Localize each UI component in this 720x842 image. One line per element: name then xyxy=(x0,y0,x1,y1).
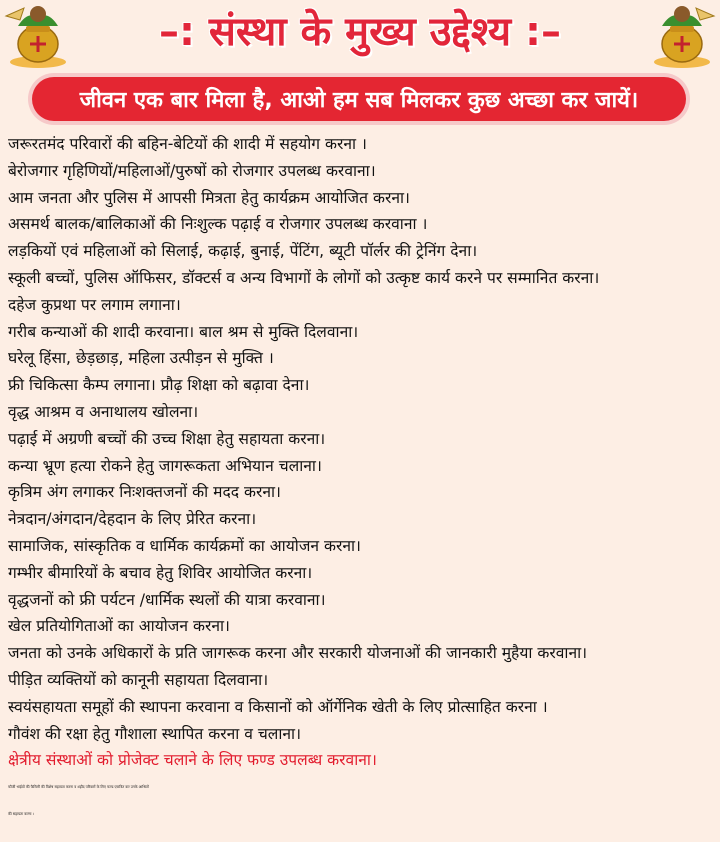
slogan-banner xyxy=(32,77,686,121)
list-item: सामाजिक, सांस्कृतिक व धार्मिक कार्यक्रमों का आयोजन करना। xyxy=(8,536,361,555)
list-item: गरीब कन्याओं की शादी करवाना। बाल श्रम से मुक्ति दिलवाना। xyxy=(8,322,359,341)
last-item-line-2: की सहायता करना । xyxy=(8,811,34,816)
list-item: पीड़ित व्यक्तियों को कानूनी सहायता दिलवाना। xyxy=(8,670,269,689)
last-item-line-1: फौजी भाईयों की फैमिली की विशेष सहायता करना व शहीद परिवारों के लिए फण्ड एकत्रित कर उनके आश्रितों xyxy=(8,785,149,790)
list-item: जरूरतमंद परिवारों की बहिन-बेटियों की शादी में सहयोग करना । xyxy=(8,135,367,153)
list-item: आम जनता और पुलिस में आपसी मित्रता हेतु कार्यक्रम आयोजित करना। xyxy=(8,188,410,207)
kalash-icon xyxy=(648,4,716,70)
list-item: जनता को उनके अधिकारों के प्रति जागरूक करना और सरकारी योजनाओं की जानकारी मुहैया करवाना। xyxy=(8,644,588,663)
list-item: घरेलू हिंसा, छेड़छाड़, महिला उत्पीड़न से मुक्ति । xyxy=(8,349,274,368)
list-item: वृद्धजनों को फ्री पर्यटन /धार्मिक स्थलों की यात्रा करवाना। xyxy=(8,590,326,609)
list-item: नेत्रदान/अंगदान/देहदान के लिए प्रेरित करना। xyxy=(8,510,257,529)
list-item: दहेज कुप्रथा पर लगाम लगाना। xyxy=(8,295,181,314)
list-item-last xyxy=(8,774,714,828)
list-item: स्वयंसहायता समूहों की स्थापना करवाना व किसानों को ऑर्गेनिक खेती के लिए प्रोत्साहित करना । xyxy=(8,697,548,716)
objectives-list xyxy=(8,131,714,828)
list-item: गम्भीर बीमारियों के बचाव हेतु शिविर आयोजित करना। xyxy=(8,563,313,582)
list-item: असमर्थ बालक/बालिकाओं की निःशुल्क पढ़ाई व रोजगार उपलब्ध करवाना । xyxy=(8,215,428,234)
list-item: वृद्ध आश्रम व अनाथालय खोलना। xyxy=(8,402,199,421)
header xyxy=(0,0,720,72)
highlighted-list-item: क्षेत्रीय संस्थाओं को प्रोजेक्ट चलाने के लिए फण्ड उपलब्ध करवाना। xyxy=(8,751,377,770)
list-item: गौवंश की रक्षा हेतु गौशाला स्थापित करना व चलाना। xyxy=(8,724,301,743)
list-item: फ्री चिकित्सा कैम्प लगाना। प्रौढ़ शिक्षा को बढ़ावा देना। xyxy=(8,376,310,395)
list-item: स्कूली बच्चों, पुलिस ऑफिसर, डॉक्टर्स व अन्य विभागों के लोगों को उत्कृष्ट कार्य करने पर सम्मानित करना। xyxy=(8,268,600,287)
slogan-text: जीवन एक बार मिला है, आओ हम सब मिलकर कुछ अच्छा कर जायें। xyxy=(79,88,639,113)
page-title: –: संस्था के मुख्य उद्देश्य :– xyxy=(158,9,562,55)
list-item: कृत्रिम अंग लगाकर निःशक्तजनों की मदद करना। xyxy=(8,483,281,502)
list-item: पढ़ाई में अग्रणी बच्चों की उच्च शिक्षा हेतु सहायता करना। xyxy=(8,429,326,448)
list-item: बेरोजगार गृहिणियों/महिलाओं/पुरुषों को रोजगार उपलब्ध करवाना। xyxy=(8,161,376,180)
list-item: लड़कियों एवं महिलाओं को सिलाई, कढ़ाई, बुनाई, पेंटिंग, ब्यूटी पॉर्लर की ट्रेनिंग देना। xyxy=(8,242,478,261)
list-item: कन्या भ्रूण हत्या रोकने हेतु जागरूकता अभियान चलाना। xyxy=(8,456,322,475)
list-item: खेल प्रतियोगिताओं का आयोजन करना। xyxy=(8,617,230,636)
